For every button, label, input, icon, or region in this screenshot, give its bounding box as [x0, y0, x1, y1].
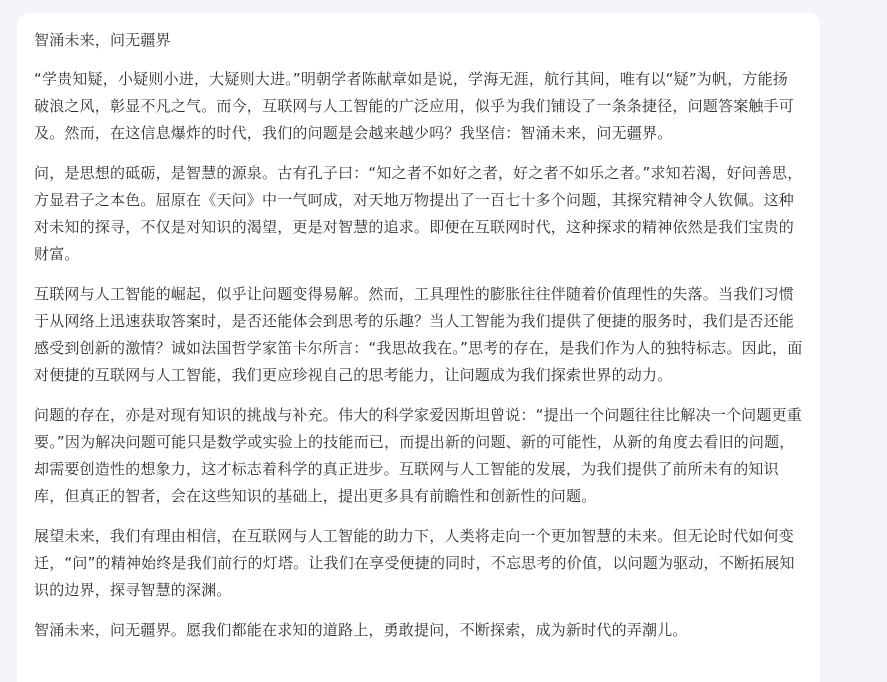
essay-title: 智涌未来，问无疆界: [34, 31, 171, 49]
essay-paragraph-5: 展望未来，我们有理由相信，在互联网与人工智能的助力下，人类将走向一个更加智慧的未来。但无论时代如何变迁，“问”的精神始终是我们前行的灯塔。让我们在享受便捷的同时，不忘思考的价值，以问题为驱动，不断拓展知识的边界，探寻智慧的深渊。: [34, 527, 795, 599]
essay-paragraph-1: “学贵知疑，小疑则小进，大疑则大进。”明朝学者陈献章如是说，学海无涯，航行其间，唯有以“疑”为帆，方能扬破浪之风，彰显不凡之气。而今，互联网与人工智能的广泛应用，似乎为我们铺设了一条条捷径，问题答案触手可及。然而，在这信息爆炸的时代，我们的问题是会越来越少吗？我坚信：智涌未来，问无疆界。: [34, 70, 795, 142]
essay-paragraph-2: 问，是思想的砥砺，是智慧的源泉。古有孔子曰：“知之者不如好之者，好之者不如乐之者。”求知若渴，好问善思，方显君子之本色。屈原在《天问》中一气呵成，对天地万物提出了一百七十多个问题，其探究精神令人钦佩。这种对未知的探寻，不仅是对知识的渴望，更是对智慧的追求。即便在互联网时代，这种探求的精神依然是我们宝贵的财富。: [34, 164, 803, 263]
essay-paragraph-6: 智涌未来，问无疆界。愿我们都能在求知的道路上，勇敢提问，不断探索，成为新时代的弄潮儿。: [34, 621, 688, 639]
essay-card: [17, 13, 820, 682]
essay-paragraph-4: 问题的存在，亦是对现有知识的挑战与补充。伟大的科学家爱因斯坦曾说：“提出一个问题往往比解决一个问题更重要。”因为解决问题可能只是数学或实验上的技能而已，而提出新的问题、新的可能性，从新的角度去看旧的问题，却需要创造性的想象力，这才标志着科学的真正进步。互联网与人工智能的发展，为我们提供了前所未有的知识库，但真正的智者，会在这些知识的基础上，提出更多具有前瞻性和创新性的问题。: [34, 406, 802, 505]
essay-paragraph-3: 互联网与人工智能的崛起，似乎让问题变得易解。然而，工具理性的膨胀往往伴随着价值理性的失落。当我们习惯于从网络上迅速获取答案时，是否还能体会到思考的乐趣？当人工智能为我们提供了便捷的服务时，我们是否还能感受到创新的激情？诚如法国哲学家笛卡尔所言：“我思故我在。”思考的存在，是我们作为人的独特标志。因此，面对便捷的互联网与人工智能，我们更应珍视自己的思考能力，让问题成为我们探索世界的动力。: [34, 285, 803, 384]
